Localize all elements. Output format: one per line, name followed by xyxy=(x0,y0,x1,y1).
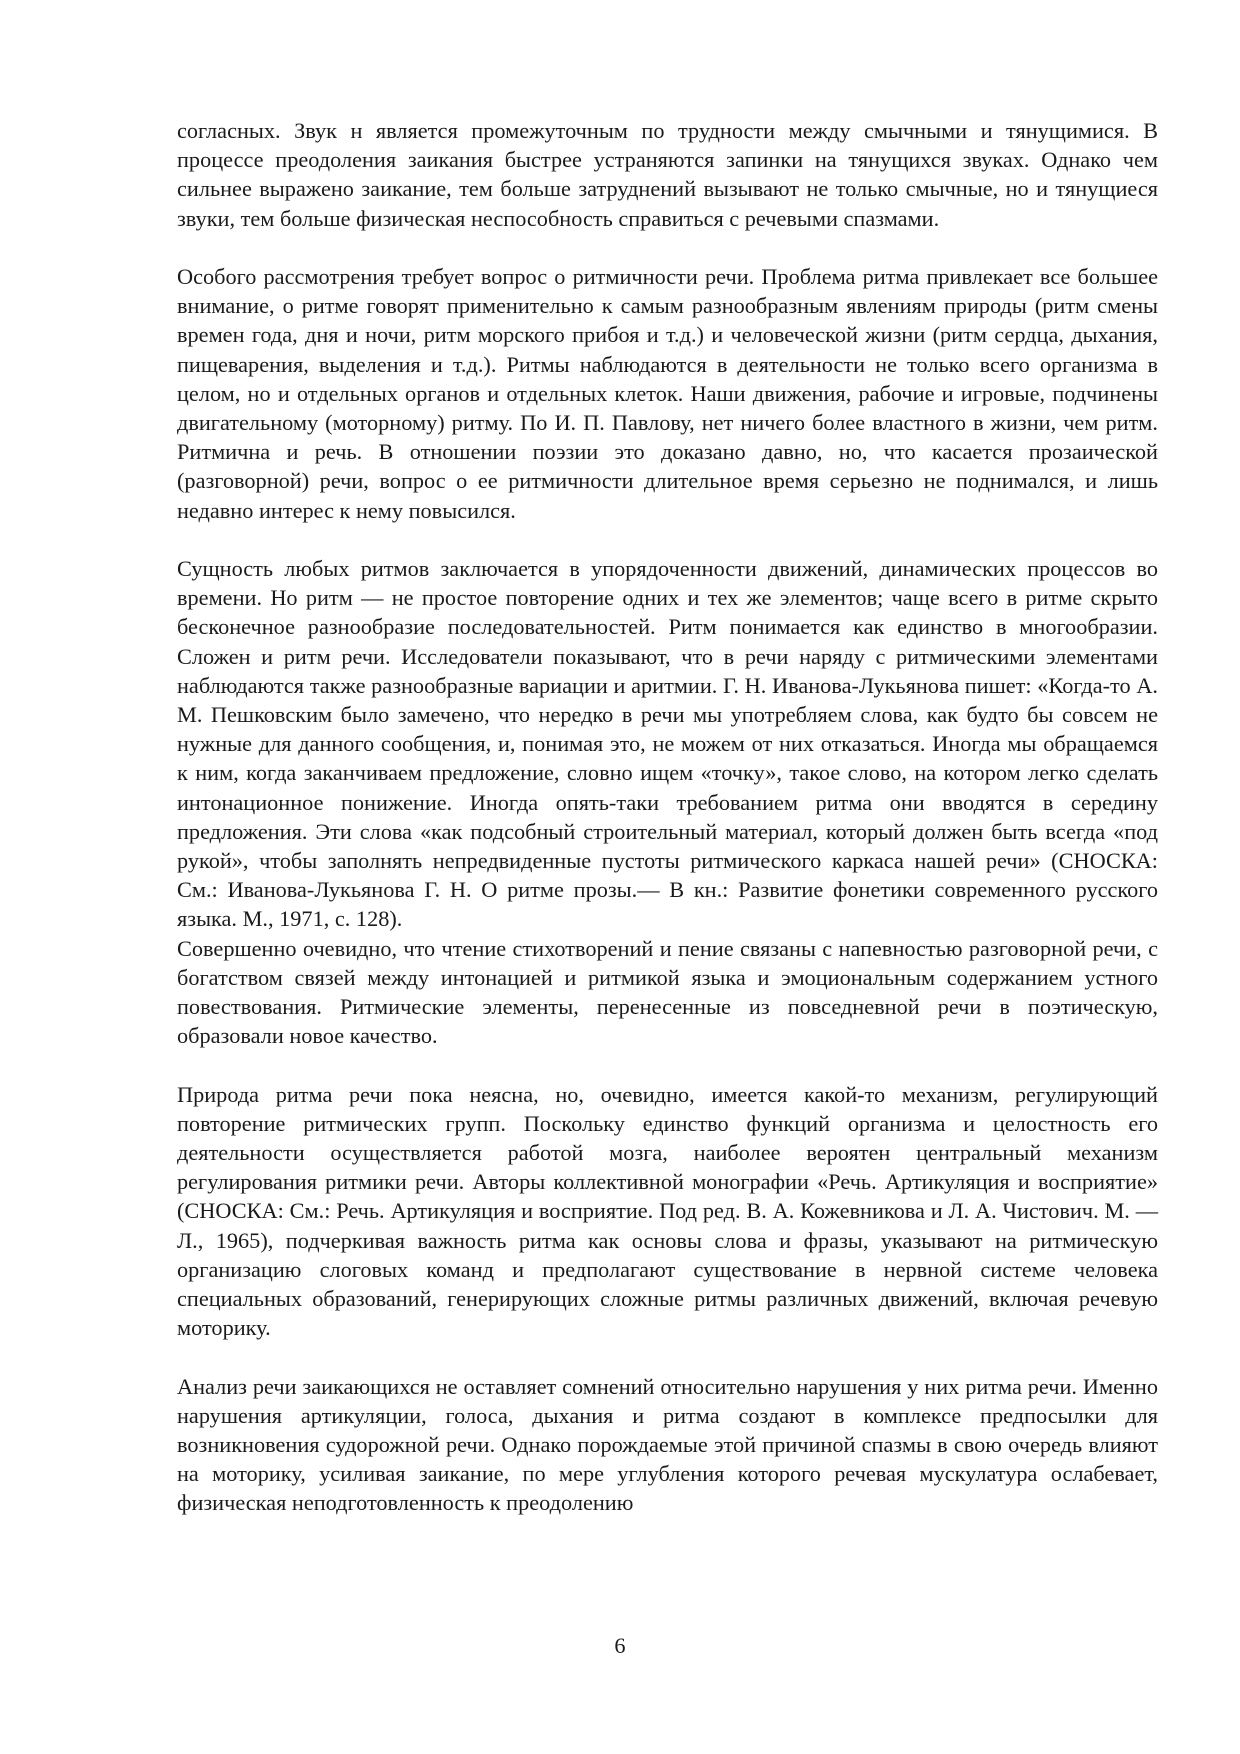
paragraph-poetry-and-singing: Совершенно очевидно, что чтение стихотворений и пение связаны с напевностью разговорной речи, с богатством связей между интонацией и ритмикой языка и эмоциональным содержанием устного повествования. Ритмические элементы, перенесенные из повседневной речи в поэтическую, образовали новое качество. xyxy=(177,935,1158,1049)
paragraph-speech-rhythm: Особого рассмотрения требует вопрос о ритмичности речи. Проблема ритма привлекает все большее внимание, о ритме говорят применительно к самым разнообразным явлениям природы (ритм смены времен года, дня и ночи, ритм морского прибоя и т.д.) и человеческой жизни (ритм сердца, дыхания, пищеварения, выделения и т.д.). Ритмы наблюдаются в деятельности не только всего организма в целом, но и отдельных органов и отдельных клеток. Наши движения, рабочие и игровые, подчинены двигательному (моторному) ритму. По И. П. Павлову, нет ничего более властного в жизни, чем ритм. Ритмична и речь. В отношении поэзии это доказано давно, но, что касается прозаической (разговорной) речи, вопрос о ее ритмичности длительное время серьезно не поднимался, и лишь недавно интерес к нему повысился. xyxy=(177,264,1158,523)
paragraph-nature-of-rhythm: Природа ритма речи пока неясна, но, очевидно, имеется какой-то механизм, регулирующий повторение ритмических групп. Поскольку единство функций организма и целостность его деятельности осуществляется работой мозга, наиболее вероятен центральный механизм регулирования ритмики речи. Авторы коллективной монографии «Речь. Артикуляция и восприятие» (СНОСКА: См.: Речь. Артикуляция и восприятие. Под ред. В. А. Кожевникова и Л. А. Чистович. М. — Л., 1965), подчеркивая важность ритма как основы слова и фразы, указывают на ритмическую организацию слоговых команд и предполагают существование в нервной системе человека специальных образований, генерирующих сложные ритмы различных движений, включая речевую моторику. xyxy=(177,1081,1158,1341)
paragraph-stuttering-analysis: Анализ речи заикающихся не оставляет сомнений относительно нарушения у них ритма речи. Именно нарушения артикуляции, голоса, дыхания и ритма создают в комплексе предпосылки для возникновения судорожной речи. Однако порождаемые этой причиной спазмы в свою очередь влияют на моторику, усиливая заикание, по мере углубления которого речевая мускулатура ослабевает, физическая неподготовленность к преодолению xyxy=(177,1373,1158,1516)
page-number: 6 xyxy=(614,1633,626,1658)
document-body xyxy=(177,116,1158,1518)
paragraph-consonants: согласных. Звук н является промежуточным по трудности между смычными и тянущимися. В процессе преодоления заикания быстрее устраняются запинки на тянущихся звуках. Однако чем сильнее выражено заикание, тем больше затруднений вызывают не только смычные, но и тянущиеся звуки, тем больше физическая неспособность справиться с речевыми спазмами. xyxy=(177,118,1158,231)
paragraph-essence-of-rhythm: Сущность любых ритмов заключается в упорядоченности движений, динамических процессов во времени. Но ритм — не простое повторение одних и тех же элементов; чаще всего в ритме скрыто бесконечное разнообразие последовательностей. Ритм понимается как единство в многообразии. Сложен и ритм речи. Исследователи показывают, что в речи наряду с ритмическими элементами наблюдаются также разнообразные вариации и аритмии. Г. Н. Иванова-Лукьянова пишет: «Когда-то А. М. Пешковским было замечено, что нередко в речи мы употребляем слова, как будто бы совсем не нужные для данного сообщения, и, понимая это, не можем от них отказаться. Иногда мы обращаемся к ним, когда заканчиваем предложение, словно ищем «точку», такое слово, на котором легко сделать интонационное понижение. Иногда опять-таки требованием ритма они вводятся в середину предложения. Эти слова «как подсобный строительный материал, который должен быть всегда «под рукой», чтобы заполнять непредвиденные пустоты ритмического каркаса нашей речи» (СНОСКА: См.: Иванова-Лукьянова Г. Н. О ритме прозы.— В кн.: Развитие фонетики современного русского языка. М., 1971, с. 128). xyxy=(177,556,1158,932)
